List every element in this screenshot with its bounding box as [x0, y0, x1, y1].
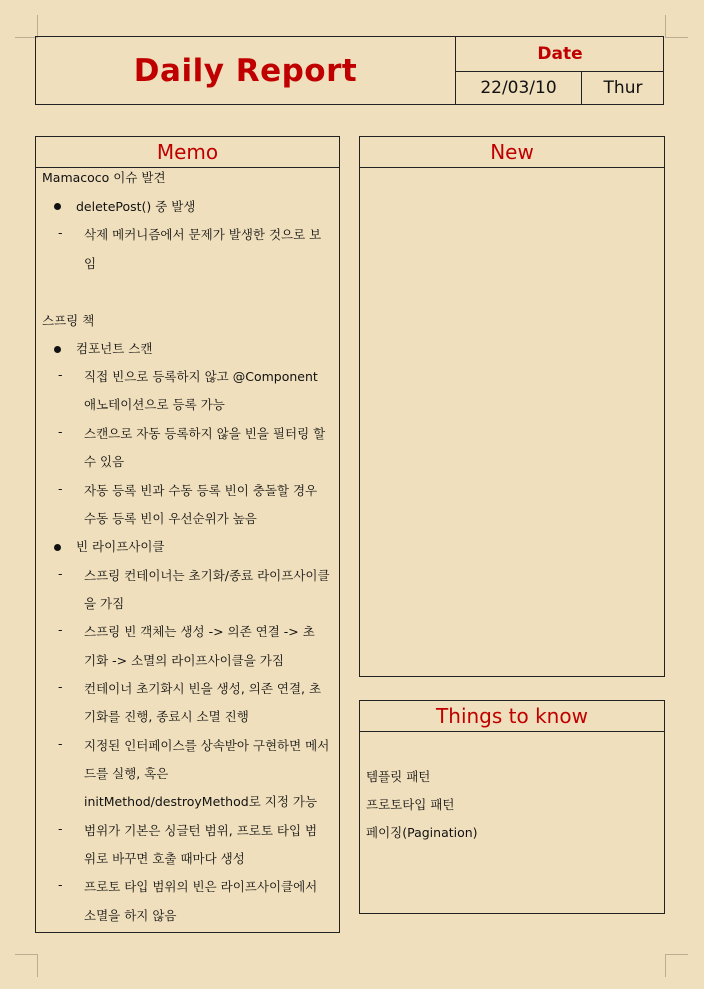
- things-item: 페이징(Pagination): [366, 825, 478, 840]
- dash-item-cont: initMethod/destroyMethod로 지정 가능: [84, 794, 318, 809]
- things-item: 프로토타입 패턴: [366, 797, 455, 812]
- bullet-dot: [54, 544, 61, 551]
- dash-marker: -: [58, 367, 63, 382]
- dash-item: 스프링 빈 객체는 생성 -> 의존 연결 -> 초: [84, 624, 315, 639]
- dash-item: 지정된 인터페이스를 상속받아 구현하면 메서: [84, 738, 330, 753]
- memo-heading: Mamacoco 이슈 발견: [42, 170, 166, 185]
- dash-item: 스프링 컨테이너는 초기화/종료 라이프사이클: [84, 568, 330, 583]
- dash-item-cont: 기화 -> 소멸의 라이프사이클을 가짐: [84, 653, 284, 668]
- dash-marker: -: [58, 424, 63, 439]
- memo-box: [35, 136, 340, 933]
- dash-item-cont: 드를 실행, 혹은: [84, 766, 169, 781]
- date-label: Date: [456, 37, 664, 72]
- page-title: Daily Report: [133, 52, 358, 89]
- dash-item: 자동 등록 빈과 수동 등록 빈이 충돌할 경우: [84, 483, 318, 498]
- dash-item-cont: 소멸을 하지 않음: [84, 908, 177, 923]
- memo-title: Memo: [36, 137, 339, 168]
- dash-item: 삭제 메커니즘에서 문제가 발생한 것으로 보: [84, 227, 322, 242]
- things-title: Things to know: [360, 701, 664, 732]
- crop-mark-top-right: [665, 15, 688, 38]
- dash-marker: -: [58, 566, 63, 581]
- dash-marker: -: [58, 736, 63, 751]
- report-header: [35, 36, 664, 105]
- bullet-dot: [54, 203, 61, 210]
- crop-mark-bottom-left: [15, 954, 38, 977]
- dash-marker: -: [58, 877, 63, 892]
- new-title: New: [360, 137, 664, 168]
- dash-marker: -: [58, 225, 63, 240]
- dash-item: 직접 빈으로 등록하지 않고 @Component: [84, 369, 318, 384]
- title-cell: [36, 37, 456, 104]
- dash-item-cont: 애노테이션으로 등록 가능: [84, 397, 225, 412]
- things-item: 템플릿 패턴: [366, 769, 431, 784]
- dash-item: 스캔으로 자동 등록하지 않을 빈을 필터링 할: [84, 426, 326, 441]
- dash-item-cont: 위로 바꾸면 호출 때마다 생성: [84, 851, 245, 866]
- dash-item: 프로토 타입 범위의 빈은 라이프사이클에서: [84, 879, 318, 894]
- crop-mark-bottom-right: [665, 954, 688, 977]
- dash-marker: -: [58, 622, 63, 637]
- dash-item: 범위가 기본은 싱글턴 범위, 프로토 타입 범: [84, 823, 318, 838]
- bullet-item: 빈 라이프사이클: [76, 539, 165, 554]
- bullet-dot: [54, 346, 61, 353]
- things-to-know-box: [359, 700, 665, 914]
- dash-item-cont: 기화를 진행, 종료시 소멸 진행: [84, 709, 249, 724]
- dash-item-cont: 을 가짐: [84, 596, 125, 611]
- bullet-item: 컴포넌트 스캔: [76, 341, 153, 356]
- bullet-item: deletePost() 중 발생: [76, 199, 196, 214]
- dash-marker: -: [58, 679, 63, 694]
- date-value: 22/03/10: [456, 72, 582, 104]
- crop-mark-top-left: [15, 15, 38, 38]
- dash-item: 컨테이너 초기화시 빈을 생성, 의존 연결, 초: [84, 681, 322, 696]
- new-box: [359, 136, 665, 677]
- day-value: Thur: [603, 78, 643, 98]
- dash-item-cont: 수동 등록 빈이 우선순위가 높음: [84, 511, 257, 526]
- dash-marker: -: [58, 481, 63, 496]
- dash-marker: -: [58, 821, 63, 836]
- dash-item-cont: 임: [84, 256, 97, 271]
- dash-item-cont: 수 있음: [84, 454, 125, 469]
- memo-heading: 스프링 책: [42, 313, 95, 328]
